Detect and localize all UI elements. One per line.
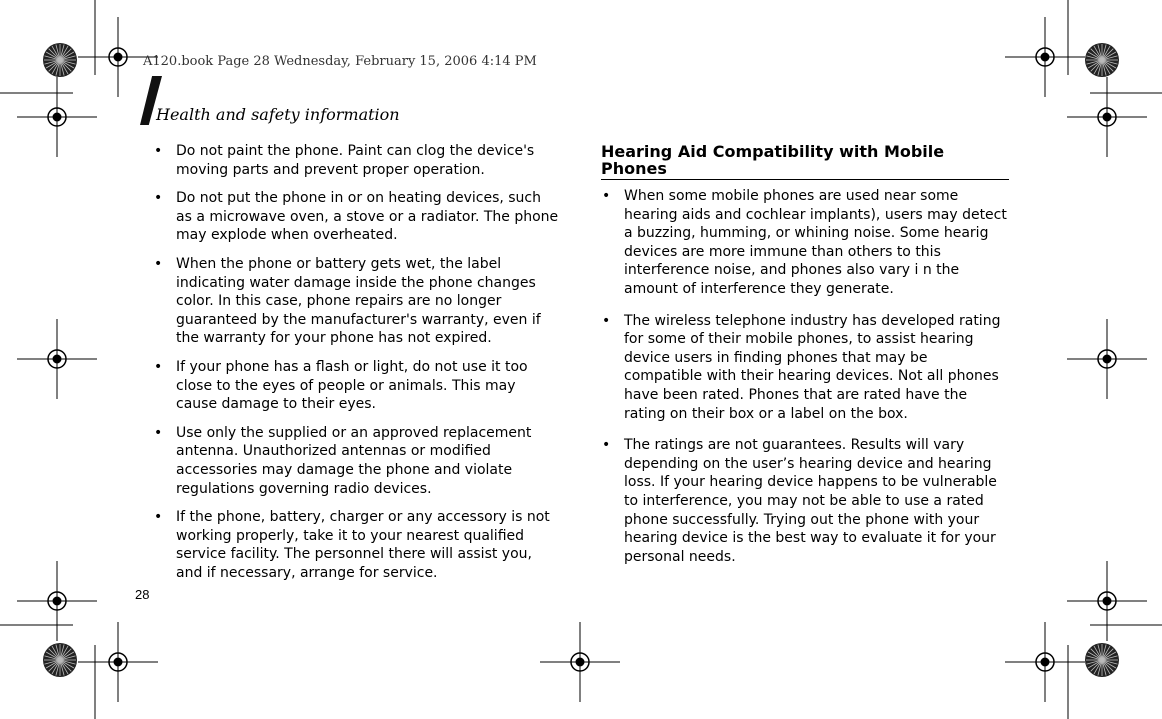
list-item: • When the phone or battery gets wet, the label indicating water damage inside the phone changes color. In this case, phone repairs are no longer guaranteed by the manufacturer's warranty, even if the warranty for your phone has not expired. [150, 255, 560, 348]
star-target-mark [43, 43, 77, 77]
star-target-mark [1085, 643, 1119, 677]
registration-mark [1067, 77, 1147, 157]
registration-mark [1005, 17, 1085, 97]
list-item: • Do not put the phone in or on heating devices, such as a microwave oven, a stove or a radiator. The phone may explode when overheated. [150, 189, 560, 245]
registration-mark [17, 77, 97, 157]
section-title: Health and safety information [156, 105, 400, 124]
page-slug: A120.book Page 28 Wednesday, February 15, 2006 4:14 PM [143, 54, 537, 69]
registration-mark [1067, 561, 1147, 641]
star-target-mark [43, 643, 77, 677]
section-heading: Hearing Aid Compatibility with Mobile Phones [601, 143, 1009, 180]
registration-mark [540, 622, 620, 702]
registration-mark [1067, 319, 1147, 399]
registration-mark [78, 622, 158, 702]
registration-mark [17, 319, 97, 399]
list-item: • The ratings are not guarantees. Results will vary depending on the user’s hearing device and hearing loss. If your hearing device happens to be vulnerable to interference, you may not be able to use a rated phone successfully. Trying out the phone with your hearing device is the best way to evaluate it for your personal needs. [598, 436, 1010, 566]
list-item: • Do not paint the phone. Paint can clog the device's moving parts and prevent proper operation. [150, 142, 560, 179]
right-column-list [598, 187, 1010, 579]
registration-mark [17, 561, 97, 641]
star-target-mark [1085, 43, 1119, 77]
registration-mark [1005, 622, 1085, 702]
page-number: 28 [135, 587, 150, 602]
list-item: • When some mobile phones are used near some hearing aids and cochlear implants), users may detect a buzzing, humming, or whining noise. Some hearig devices are more immune than others to this interference noise, and phones also vary i n the amount of interference they generate. [598, 187, 1010, 299]
list-item: • If your phone has a flash or light, do not use it too close to the eyes of people or animals. This may cause damage to their eyes. [150, 358, 560, 414]
list-item: • Use only the supplied or an approved replacement antenna. Unauthorized antennas or modified accessories may damage the phone and violate regulations governing radio devices. [150, 424, 560, 498]
list-item: • If the phone, battery, charger or any accessory is not working properly, take it to your nearest qualified service facility. The personnel there will assist you, and if necessary, arrange for service. [150, 508, 560, 582]
left-column-list [150, 142, 560, 592]
list-item: • The wireless telephone industry has developed rating for some of their mobile phones, to assist hearing device users in finding phones that may be compatible with their hearing devices. Not all phones have been rated. Phones that are rated have the rating on their box or a label on the box. [598, 312, 1010, 424]
